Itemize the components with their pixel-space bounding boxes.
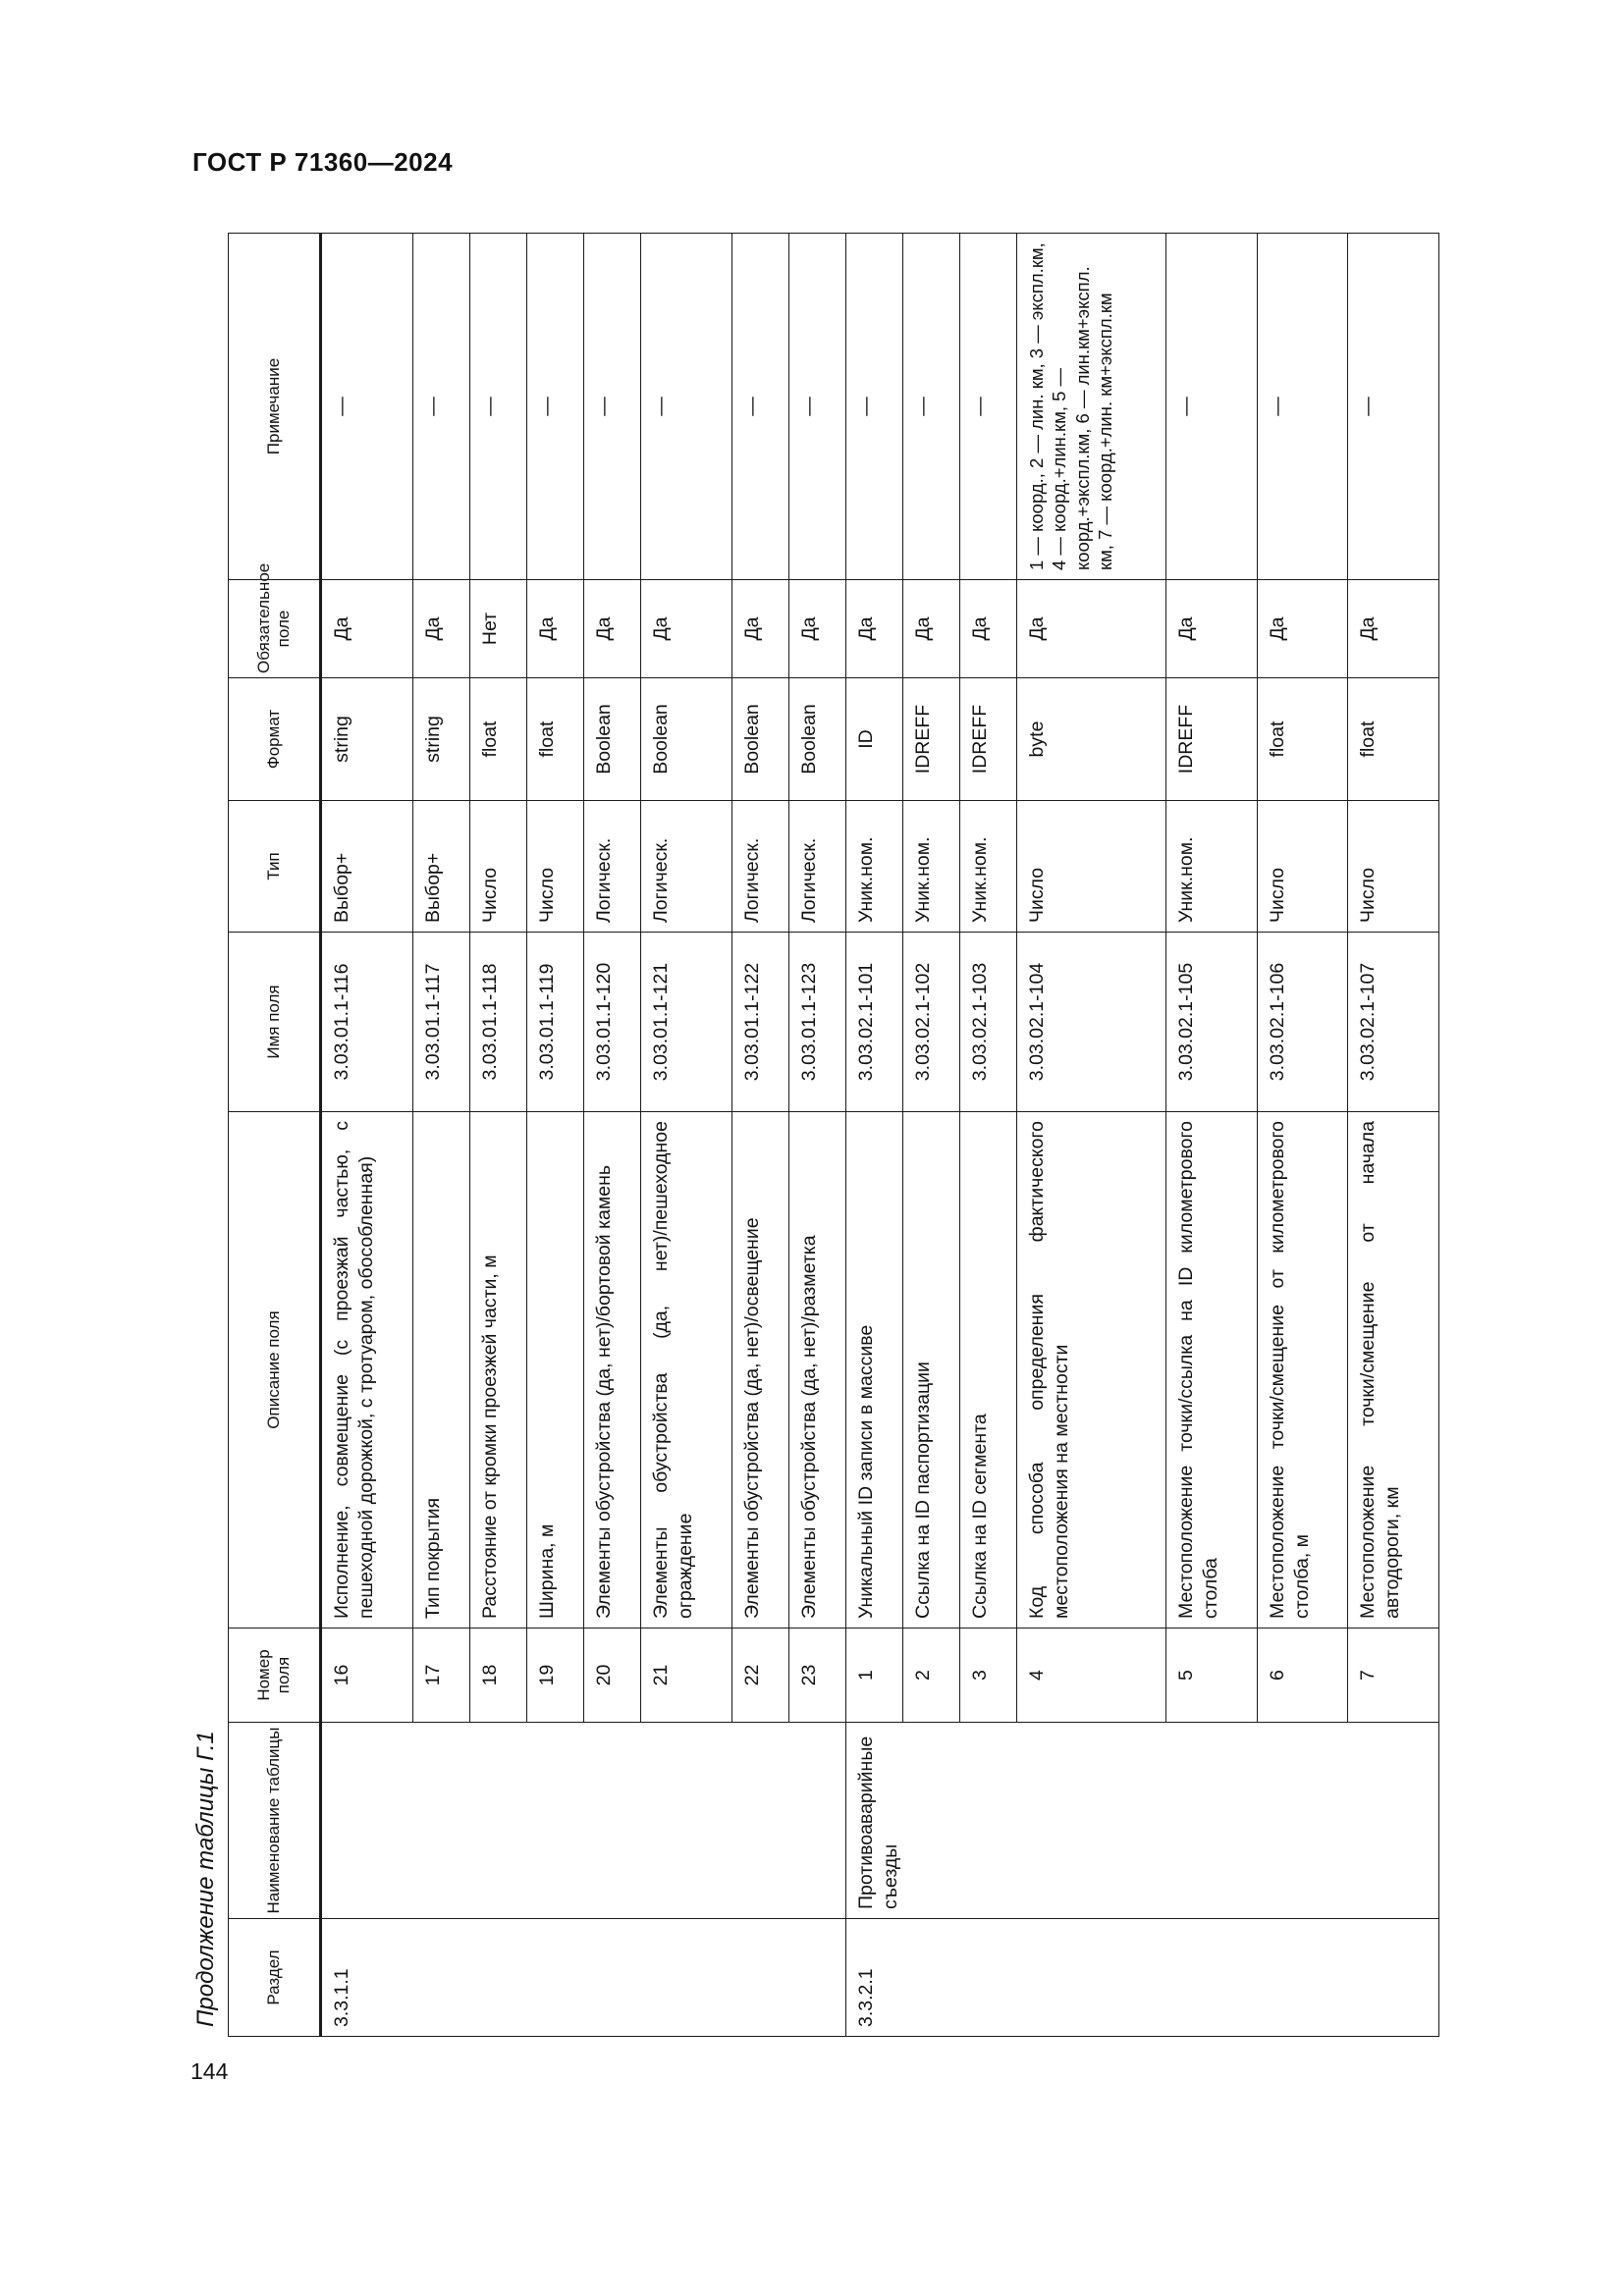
field-description: Элементы обустройства (да, нет)/разметка [789, 1112, 846, 1629]
field-description: Местоположение точки/смещение от километрового столба, м [1257, 1112, 1348, 1629]
mandatory-flag: Да [527, 580, 584, 678]
header-note: Примечание [229, 234, 321, 580]
mandatory-flag: Да [413, 580, 470, 678]
mandatory-flag: Да [321, 580, 413, 678]
field-description: Тип покрытия [413, 1112, 470, 1629]
field-note: — [527, 234, 584, 580]
field-type: Логическ. [731, 801, 788, 933]
table-row [846, 234, 903, 2037]
mandatory-flag: Да [789, 580, 846, 678]
field-number: 18 [470, 1629, 527, 1723]
field-format: Boolean [789, 678, 846, 801]
header-field-no: Номер поля [229, 1629, 321, 1723]
table-row [321, 234, 413, 2037]
field-type: Число [527, 801, 584, 933]
field-note: — [321, 234, 413, 580]
field-description: Местоположение точки/смещение от начала автодороги, км [1348, 1112, 1439, 1629]
field-note: 1 — коорд., 2 — лин. км, 3 — экспл.км, 4 — коорд.+лин.км, 5 —коорд.+экспл.км, 6 — лин.км+экспл. км, 7 — коорд.+лин. км+экспл.км [1017, 234, 1166, 580]
field-format: float [527, 678, 584, 801]
table-name-cell [321, 1723, 846, 1919]
field-description: Уникальный ID записи в массиве [846, 1112, 903, 1629]
header-type: Тип [229, 801, 321, 933]
field-number: 6 [1257, 1629, 1348, 1723]
field-note: — [903, 234, 960, 580]
field-name: 3.03.01.1-121 [641, 933, 732, 1112]
field-number: 3 [960, 1629, 1017, 1723]
field-format: byte [1017, 678, 1166, 801]
field-type: Выбор+ [413, 801, 470, 933]
field-number: 7 [1348, 1629, 1439, 1723]
field-number: 21 [641, 1629, 732, 1723]
field-note: — [731, 234, 788, 580]
field-format: Boolean [584, 678, 641, 801]
header-format: Формат [229, 678, 321, 801]
field-note: — [413, 234, 470, 580]
field-name: 3.03.02.1-106 [1257, 933, 1348, 1112]
field-format: IDREFF [960, 678, 1017, 801]
field-type: Число [1348, 801, 1439, 933]
field-description: Местоположение точки/ссылка на ID километрового столба [1165, 1112, 1257, 1629]
field-number: 17 [413, 1629, 470, 1723]
field-type: Уник.ном. [960, 801, 1017, 933]
field-number: 1 [846, 1629, 903, 1723]
field-number: 19 [527, 1629, 584, 1723]
field-name: 3.03.02.1-101 [846, 933, 903, 1112]
field-name: 3.03.01.1-122 [731, 933, 788, 1112]
field-note: — [470, 234, 527, 580]
header-table-name: Наименование таблицы [229, 1723, 321, 1919]
field-number: 5 [1165, 1629, 1257, 1723]
rotated-table-container [228, 234, 1439, 2037]
mandatory-flag: Да [1348, 580, 1439, 678]
header-field-name: Имя поля [229, 933, 321, 1112]
page-number: 144 [190, 2058, 229, 2084]
field-name: 3.03.01.1-123 [789, 933, 846, 1112]
field-type: Логическ. [641, 801, 732, 933]
field-description: Элементы обустройства (да, нет)/бортовой камень [584, 1112, 641, 1629]
field-type: Логическ. [789, 801, 846, 933]
field-note: — [960, 234, 1017, 580]
field-description: Ссылка на ID сегмента [960, 1112, 1017, 1629]
field-format: IDREFF [1165, 678, 1257, 801]
field-name: 3.03.01.1-116 [321, 933, 413, 1112]
field-type: Логическ. [584, 801, 641, 933]
field-number: 16 [321, 1629, 413, 1723]
field-note: — [789, 234, 846, 580]
mandatory-flag: Да [641, 580, 732, 678]
field-name: 3.03.01.1-119 [527, 933, 584, 1112]
field-note: — [1165, 234, 1257, 580]
field-description: Элементы обустройства (да, нет)/освещение [731, 1112, 788, 1629]
header-section: Раздел [229, 1919, 321, 2037]
field-type: Уник.ном. [903, 801, 960, 933]
field-description: Ссылка на ID паспортизации [903, 1112, 960, 1629]
field-format: IDREFF [903, 678, 960, 801]
field-format: string [321, 678, 413, 801]
field-name: 3.03.02.1-102 [903, 933, 960, 1112]
field-format: float [470, 678, 527, 801]
field-name: 3.03.01.1-120 [584, 933, 641, 1112]
header-description: Описание поля [229, 1112, 321, 1629]
section-cell: 3.3.2.1 [846, 1919, 1439, 2037]
field-name: 3.03.02.1-104 [1017, 933, 1166, 1112]
field-format: string [413, 678, 470, 801]
field-description: Расстояние от кромки проезжей части, м [470, 1112, 527, 1629]
mandatory-flag: Да [846, 580, 903, 678]
field-description: Ширина, м [527, 1112, 584, 1629]
field-format: Boolean [641, 678, 732, 801]
field-number: 4 [1017, 1629, 1166, 1723]
field-name: 3.03.01.1-118 [470, 933, 527, 1112]
mandatory-flag: Да [960, 580, 1017, 678]
field-name: 3.03.02.1-103 [960, 933, 1017, 1112]
field-number: 2 [903, 1629, 960, 1723]
field-number: 22 [731, 1629, 788, 1723]
standard-designation: ГОСТ Р 71360—2024 [192, 147, 454, 177]
field-note: — [1348, 234, 1439, 580]
section-cell: 3.3.1.1 [321, 1919, 846, 2037]
header-mandatory: Обязательное поле [229, 580, 321, 678]
field-description: Элементы обустройства (да, нет)/пешеходное ограждение [641, 1112, 732, 1629]
table-name-cell: Противоаварийные съезды [846, 1723, 1439, 1919]
field-format: float [1348, 678, 1439, 801]
mandatory-flag: Да [1017, 580, 1166, 678]
field-note: — [584, 234, 641, 580]
field-type: Выбор+ [321, 801, 413, 933]
field-number: 23 [789, 1629, 846, 1723]
mandatory-flag: Да [1165, 580, 1257, 678]
field-note: — [641, 234, 732, 580]
header-row [229, 234, 321, 2037]
field-number: 20 [584, 1629, 641, 1723]
field-description: Исполнение, совмещение (с проезжай частью, с пешеходной дорожкой, с тротуаром, обособленная) [321, 1112, 413, 1629]
field-type: Число [1257, 801, 1348, 933]
mandatory-flag: Да [1257, 580, 1348, 678]
field-format: Boolean [731, 678, 788, 801]
field-name: 3.03.02.1-107 [1348, 933, 1439, 1112]
mandatory-flag: Нет [470, 580, 527, 678]
field-type: Число [470, 801, 527, 933]
continuation-caption: Продолжение таблицы Г.1 [192, 1731, 219, 2027]
field-type: Число [1017, 801, 1166, 933]
mandatory-flag: Да [903, 580, 960, 678]
field-note: — [1257, 234, 1348, 580]
field-note: — [846, 234, 903, 580]
field-type: Уник.ном. [846, 801, 903, 933]
field-type: Уник.ном. [1165, 801, 1257, 933]
data-table [228, 233, 1439, 2037]
field-name: 3.03.01.1-117 [413, 933, 470, 1112]
field-format: float [1257, 678, 1348, 801]
field-name: 3.03.02.1-105 [1165, 933, 1257, 1112]
field-format: ID [846, 678, 903, 801]
field-description: Код способа определения фактического местоположения на местности [1017, 1112, 1166, 1629]
mandatory-flag: Да [584, 580, 641, 678]
mandatory-flag: Да [731, 580, 788, 678]
